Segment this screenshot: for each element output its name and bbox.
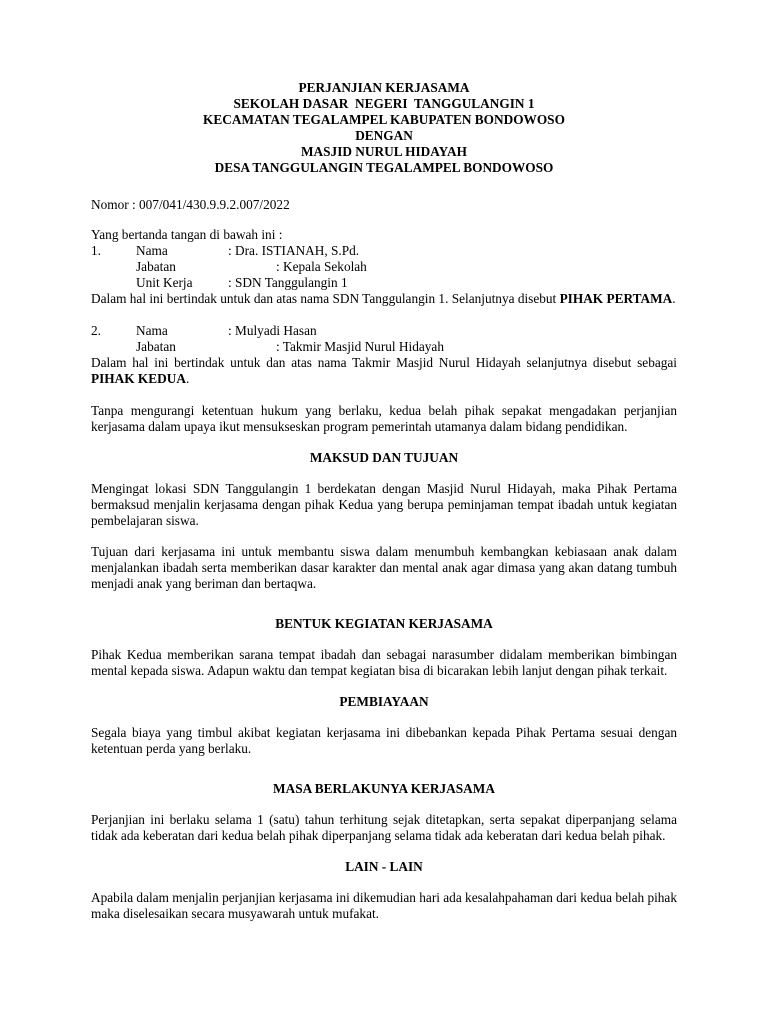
party-1-unit-row	[91, 275, 677, 291]
section-paragraph: Pihak Kedua memberikan sarana tempat ibadah dan sebagai narasumber didalam memberikan bimbingan mental kepada siswa. Adapun waktu dan tempat kegiatan bisa di bicarakan lebih lanjut dengan pihak terkait.	[91, 647, 677, 678]
party-1-unit-value: : SDN Tanggulangin 1	[228, 275, 348, 290]
section-paragraph: Segala biaya yang timbul akibat kegiatan kerjasama ini dibebankan kepada Pihak Pertama sesuai dengan ketentuan perda yang berlaku.	[91, 725, 677, 756]
party-2-name-label: Nama	[136, 323, 168, 338]
section-heading-maksud-tujuan: MAKSUD DAN TUJUAN	[309, 450, 459, 465]
title-line-5: MASJID NURUL HIDAYAH	[301, 144, 467, 159]
party-1-name-label: Nama	[136, 243, 168, 258]
section-heading-lain-lain: LAIN - LAIN	[345, 859, 423, 874]
party-1-number: 1.	[91, 243, 101, 258]
party-1-unit-label: Unit Kerja	[136, 275, 193, 290]
party-1-name-value: : Dra. ISTIANAH, S.Pd.	[228, 243, 360, 258]
section-paragraph: Apabila dalam menjalin perjanjian kerjasama ini dikemudian hari ada kesalahpahaman dari kedua belah pihak maka diselesaikan secara musyawarah untuk mufakat.	[91, 890, 677, 921]
party-2-name-value: : Mulyadi Hasan	[228, 323, 317, 338]
intro-text: Yang bertanda tangan di bawah ini :	[91, 227, 283, 242]
preamble-paragraph: Tanpa mengurangi ketentuan hukum yang berlaku, kedua belah pihak sepakat mengadakan perjanjian kerjasama dalam upaya ikut mensukseskan program pemerintah utamanya dalam bidang pendidikan.	[91, 403, 677, 434]
section-paragraph: Perjanjian ini berlaku selama 1 (satu) tahun terhitung sejak ditetapkan, serta sepakat diperpanjang selama tidak ada keberatan dari kedua belah pihak diperpanjang selama tidak ada keberatan dari kedua belah pihak.	[91, 812, 677, 843]
party-2-statement: Dalam hal ini bertindak untuk dan atas nama Takmir Masjid Nurul Hidayah selanjutnya disebut sebagai PIHAK KEDUA.	[91, 355, 677, 386]
party-2-number: 2.	[91, 323, 101, 338]
party-1-block	[91, 243, 677, 307]
party-1-position-row	[91, 259, 677, 275]
title-line-1: PERJANJIAN KERJASAMA	[298, 80, 470, 95]
document-title	[91, 80, 677, 176]
party-2-name-row	[91, 323, 677, 339]
party-2-position-row	[91, 339, 677, 355]
party-1-name-row	[91, 243, 677, 259]
section-heading-masa-berlaku: MASA BERLAKUNYA KERJASAMA	[273, 781, 495, 796]
party-2-position-value: : Takmir Masjid Nurul Hidayah	[276, 339, 444, 354]
party-1-designation: PIHAK PERTAMA	[559, 291, 673, 306]
party-2-block	[91, 323, 677, 387]
title-line-2: SEKOLAH DASAR NEGERI TANGGULANGIN 1	[233, 96, 535, 111]
title-line-4: DENGAN	[355, 128, 413, 143]
document-number: Nomor : 007/041/430.9.9.2.007/2022	[91, 197, 290, 212]
party-1-position-value: : Kepala Sekolah	[276, 259, 367, 274]
party-2-position-label: Jabatan	[136, 339, 176, 354]
party-2-designation: PIHAK KEDUA	[91, 371, 186, 386]
section-paragraph: Tujuan dari kerjasama ini untuk membantu siswa dalam menumbuh kembangkan kebiasaan anak dalam menjalankan ibadah serta memberikan dasar karakter dan mental anak agar dimasa yang akan datang tumbuh menjadi anak yang beriman dan bertaqwa.	[91, 544, 677, 591]
party-1-position-label: Jabatan	[136, 259, 176, 274]
section-paragraph: Mengingat lokasi SDN Tanggulangin 1 berdekatan dengan Masjid Nurul Hidayah, maka Pihak Pertama bermaksud menjalin kerjasama dengan pihak Kedua yang berupa peminjaman tempat ibadah untuk kegiatan pembelajaran siswa.	[91, 481, 677, 528]
section-heading-pembiayaan: PEMBIAYAAN	[339, 694, 429, 709]
party-1-statement: Dalam hal ini bertindak untuk dan atas nama SDN Tanggulangin 1. Selanjutnya disebut PIHAK PERTAMA.	[91, 291, 676, 306]
title-line-6: DESA TANGGULANGIN TEGALAMPEL BONDOWOSO	[214, 160, 554, 175]
section-heading-bentuk-kegiatan: BENTUK KEGIATAN KERJASAMA	[275, 616, 493, 631]
title-line-3: KECAMATAN TEGALAMPEL KABUPATEN BONDOWOSO	[203, 112, 565, 127]
